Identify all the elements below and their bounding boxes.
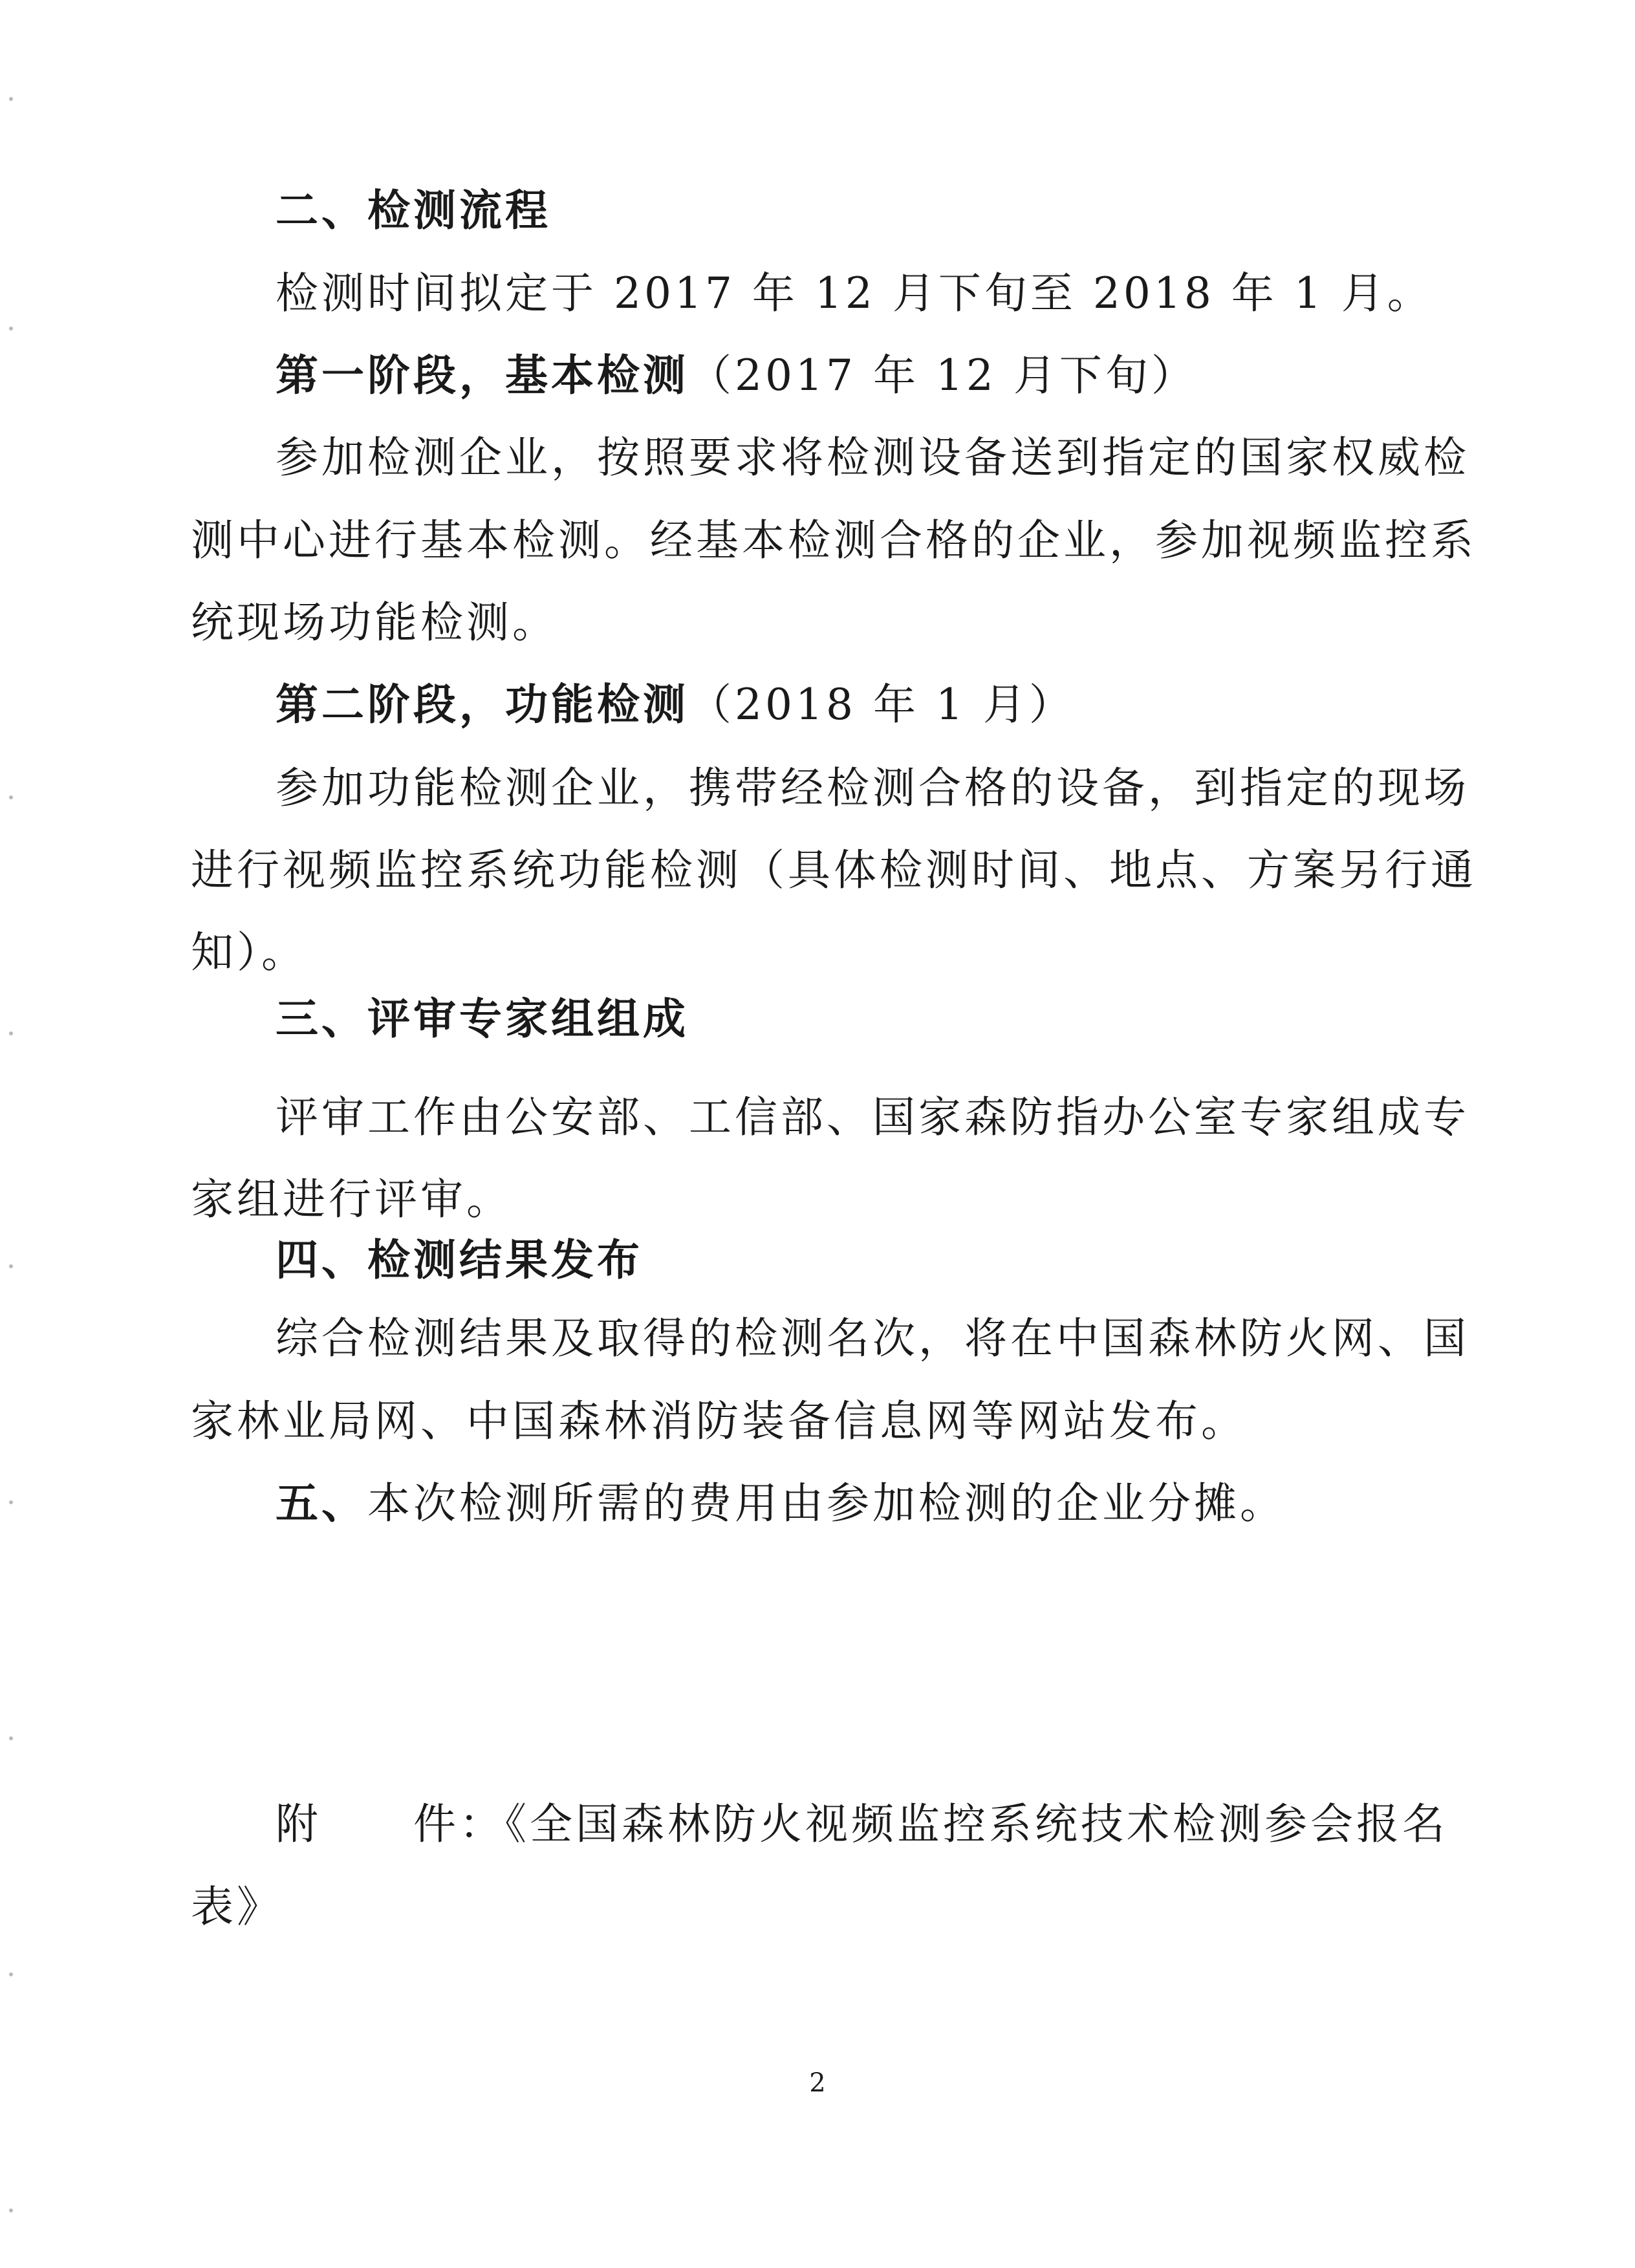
scan-speck: [9, 327, 13, 330]
attachment-line: [0, 1799, 1635, 1849]
paragraph-line: 测中心进行基本检测。经基本检测合格的企业，参加视频监控系: [191, 515, 1477, 565]
scan-speck: [9, 1031, 13, 1035]
phase-1-heading: [0, 351, 1635, 400]
phase-2-date: （2018 年 1 月）: [689, 680, 1075, 729]
paragraph-line: 知）。: [191, 927, 307, 977]
section-2-heading: 二、检测流程: [276, 186, 551, 235]
scan-speck: [9, 795, 13, 799]
section-5-text: 本次检测所需的费用由参加检测的企业分摊。: [367, 1478, 1286, 1528]
phase-2-heading: [0, 680, 1635, 729]
attachment-title-continued: 表》: [191, 1882, 283, 1932]
phase-2-title: 第二阶段，功能检测: [276, 680, 689, 729]
scan-speck: [9, 1264, 13, 1268]
scan-speck: [9, 1972, 13, 1976]
phase-1-date: （2017 年 12 月下旬）: [689, 351, 1197, 400]
page-number: 2: [809, 2068, 826, 2098]
phase-1-title: 第一阶段，基本检测: [276, 351, 689, 400]
scan-speck: [9, 2209, 13, 2212]
section-5-line: [0, 1478, 1635, 1528]
paragraph-line: 参加功能检测企业，携带经检测合格的设备，到指定的现场: [276, 763, 1469, 813]
scan-speck: [9, 1500, 13, 1504]
section-3-heading: 三、评审专家组组成: [276, 994, 689, 1044]
paragraph-line: 评审工作由公安部、工信部、国家森防指办公室专家组成专: [276, 1092, 1469, 1142]
paragraph-line: 统现场功能检测。: [191, 598, 558, 647]
paragraph-line: 参加检测企业，按照要求将检测设备送到指定的国家权威检: [276, 433, 1469, 482]
paragraph-line: 进行视频监控系统功能检测（具体检测时间、地点、方案另行通: [191, 845, 1477, 895]
detection-time-text: 检测时间拟定于 2017 年 12 月下旬至 2018 年 1 月。: [276, 268, 1433, 318]
paragraph-line: 家林业局网、中国森林消防装备信息网等网站发布。: [191, 1396, 1247, 1446]
scan-speck: [9, 97, 13, 101]
section-5-lead: 五、: [276, 1478, 367, 1528]
attachment-title: 《全国森林防火视频监控系统技术检测参会报名: [505, 1799, 1448, 1849]
attachment-label: 附 件：: [276, 1799, 505, 1849]
scan-speck: [9, 1736, 13, 1740]
paragraph-line: 综合检测结果及取得的检测名次，将在中国森林防火网、国: [276, 1313, 1469, 1363]
section-4-heading: 四、检测结果发布: [276, 1235, 643, 1285]
paragraph-line: 家组进行评审。: [191, 1174, 512, 1224]
